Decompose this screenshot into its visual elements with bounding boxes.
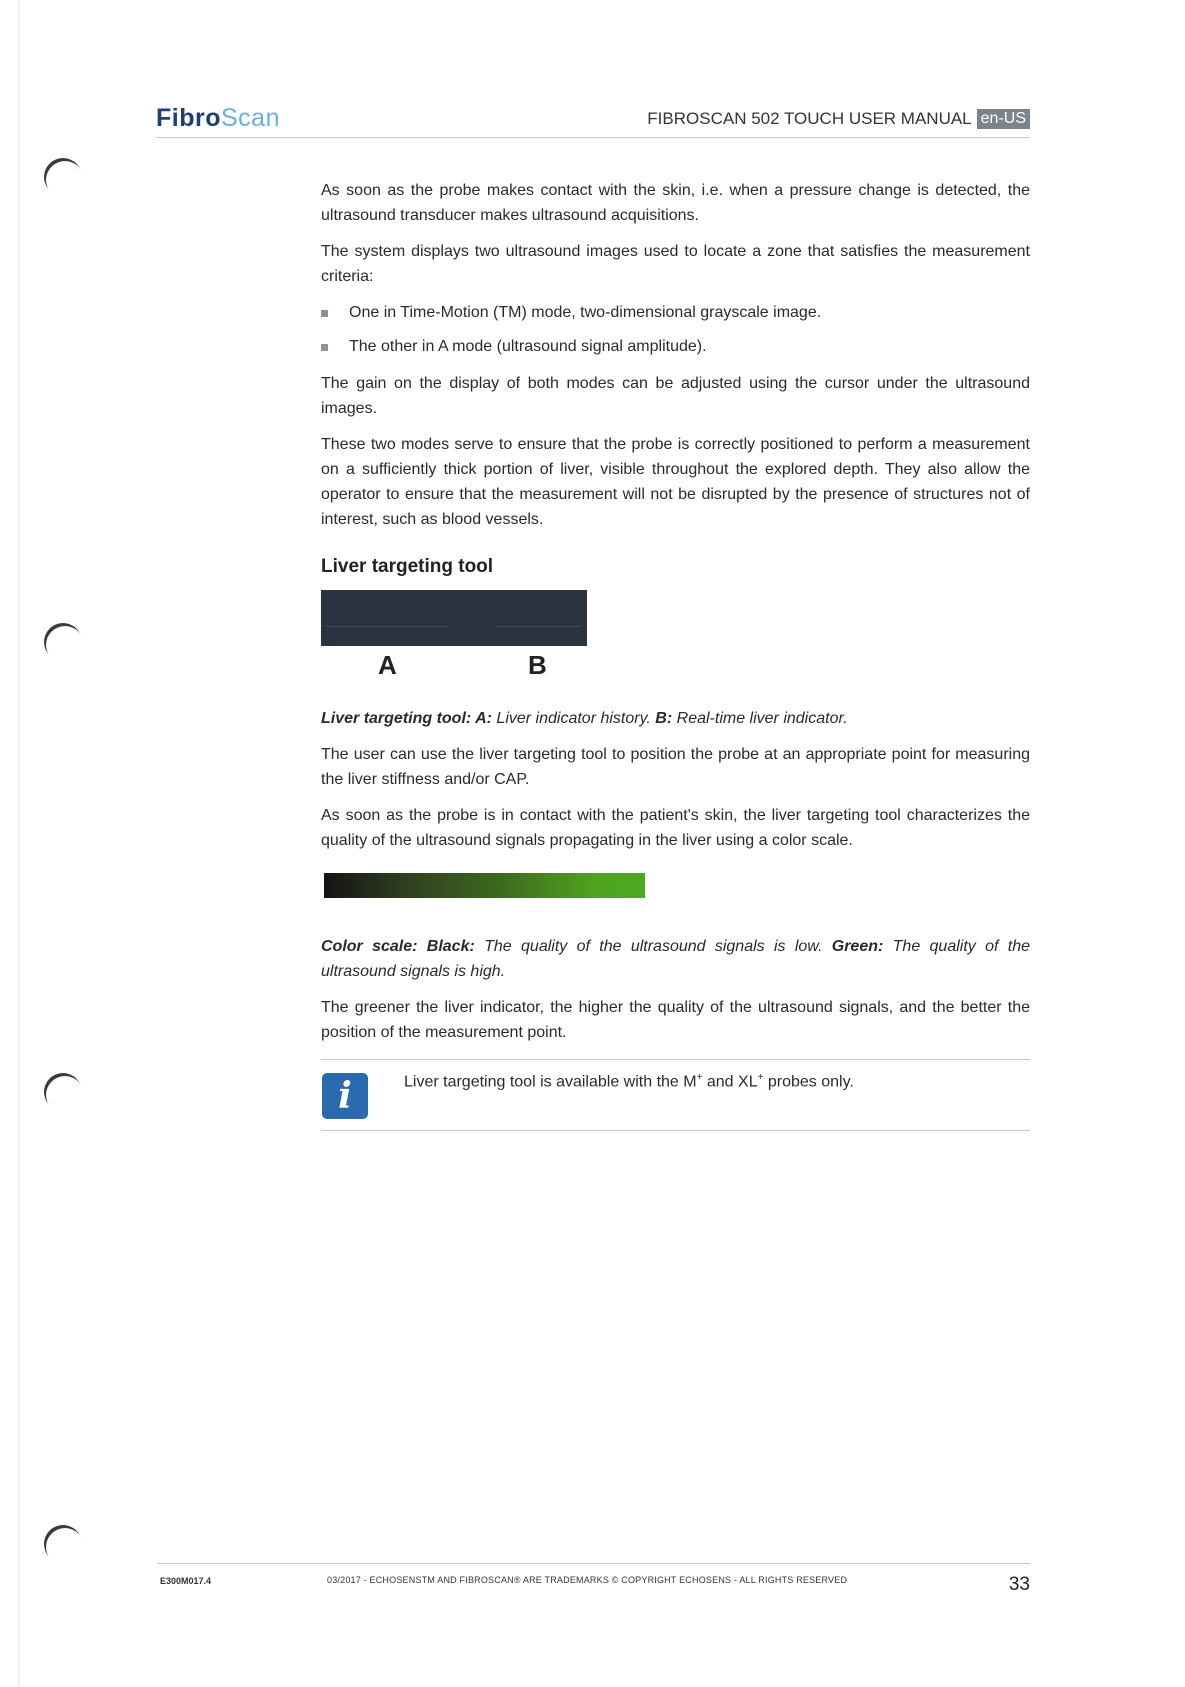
header-divider <box>156 137 1030 138</box>
language-badge: en-US <box>977 109 1030 129</box>
paragraph-greener: The greener the liver indicator, the higher the quality of the ultrasound signals, and the better the position of the measurement point. <box>321 999 1030 1041</box>
note-superscript: + <box>757 1072 764 1083</box>
manual-header <box>647 109 1030 129</box>
manual-title: FIBROSCAN 502 TOUCH USER MANUAL <box>647 109 972 128</box>
binder-hole <box>44 158 82 196</box>
paragraph-contact: As soon as the probe makes contact with the skin, i.e. when a pressure change is detected, the ultrasound transducer makes ultrasound acquisitions. <box>321 182 1030 224</box>
binder-hole <box>44 1073 82 1111</box>
page-edge <box>18 0 20 1687</box>
paragraph-images: The system displays two ultrasound images used to locate a zone that satisfies the measurement criteria: <box>321 243 1030 285</box>
list-item: One in Time-Motion (TM) mode, two-dimensional grayscale image. <box>321 300 1030 325</box>
paragraph-gain: The gain on the display of both modes can be adjusted using the cursor under the ultrasound images. <box>321 375 1030 417</box>
history-indicator-line <box>327 626 447 627</box>
mode-list <box>321 300 1030 359</box>
color-scale-bar <box>324 873 645 898</box>
note-superscript: + <box>696 1072 703 1083</box>
page-content <box>321 178 1030 1131</box>
realtime-indicator-line <box>497 626 581 627</box>
caption-italic: Real-time liver indicator. <box>672 710 848 727</box>
caption-bold: Liver targeting tool: A: <box>321 710 492 727</box>
note-text-part: and XL <box>702 1073 758 1091</box>
caption-bold: B: <box>655 710 673 727</box>
tool-labels <box>321 646 587 680</box>
info-icon: i <box>322 1073 368 1119</box>
note-text-part: probes only. <box>763 1073 854 1091</box>
liver-targeting-tool-image <box>321 590 587 646</box>
info-note <box>321 1059 1030 1131</box>
caption-italic: The quality of the ultrasound signals is high. <box>321 938 1031 980</box>
logo-text-fibro: Fibro <box>156 104 221 132</box>
label-a: A <box>378 650 397 680</box>
paragraph-usage: The user can use the liver targeting tool to position the probe at an appropriate point for measuring the liver stiffness and/or CAP. <box>321 746 1030 788</box>
binder-hole <box>44 1525 82 1563</box>
figure-caption-tool <box>321 706 1030 731</box>
footer-divider <box>158 1563 1030 1564</box>
section-heading: Liver targeting tool <box>321 556 494 577</box>
paragraph-characterize: As soon as the probe is in contact with the patient's skin, the liver targeting tool characterizes the quality of the ultrasound signals propagating in the liver using a color scale. <box>321 807 1030 849</box>
list-item: The other in A mode (ultrasound signal amplitude). <box>321 334 1030 359</box>
page-number: 33 <box>1008 1574 1030 1595</box>
note-text-part: Liver targeting tool is available with the M <box>404 1073 697 1091</box>
paragraph-modes: These two modes serve to ensure that the probe is correctly positioned to perform a measurement on a sufficiently thick portion of liver, visible throughout the explored depth. They also allow the operator to ensure that the measurement will not be disrupted by the presence of structures not of interest, such as blood vessels. <box>321 436 1030 528</box>
caption-bold: Green: <box>831 938 884 955</box>
caption-italic: Liver indicator history. <box>491 710 656 727</box>
fibroscan-logo <box>156 104 280 133</box>
copyright-notice: 03/2017 - ECHOSENSTM AND FIBROSCAN® ARE TRADEMARKS © COPYRIGHT ECHOSENS - ALL RIGHTS RESERVED <box>327 1575 848 1585</box>
document-code: E300M017.4 <box>160 1576 212 1586</box>
figure-caption-scale <box>321 934 1030 984</box>
caption-italic: The quality of the ultrasound signals is low. <box>474 938 832 955</box>
label-b: B <box>528 650 547 680</box>
note-text <box>404 1072 854 1091</box>
logo-text-scan: Scan <box>221 104 280 132</box>
caption-bold: Color scale: Black: <box>321 938 475 955</box>
binder-hole <box>44 623 82 661</box>
